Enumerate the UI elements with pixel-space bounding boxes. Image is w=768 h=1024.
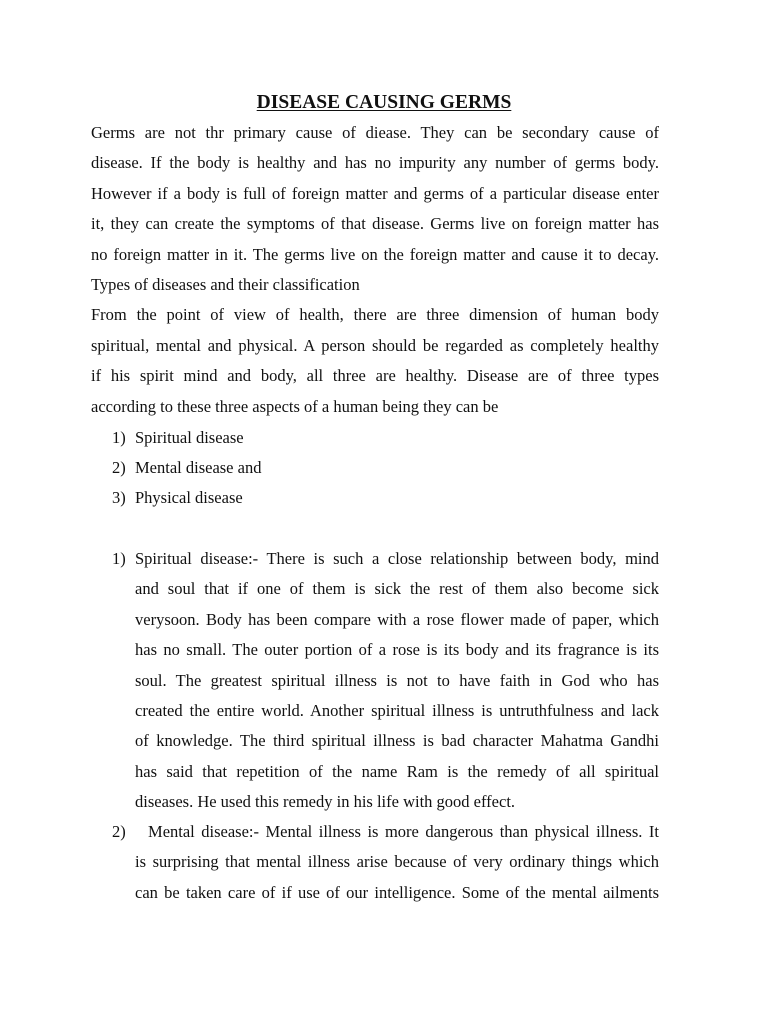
paragraph-line: Spiritual disease:- There is such a close relationship between body, mind [135, 549, 659, 568]
paragraph-line: and soul that if one of them is sick the rest of them also become sick [135, 579, 659, 599]
list-item-number: 2) [112, 458, 126, 477]
paragraph-line: verysoon. Body has been compare with a rose flower made of paper, which [135, 609, 659, 629]
paragraph-line: diseases. He used this remedy in his life with good effect. [135, 792, 516, 812]
spiritual-disease-section [112, 544, 659, 818]
intro-paragraph [91, 118, 659, 422]
paragraph-line: of knowledge. The third spiritual illness is bad character Mahatma Gandhi [135, 731, 659, 751]
intro-line: Germs are not thr primary cause of diease. They can be secondary cause of [91, 123, 659, 142]
section-subheading: Types of diseases and their classification [91, 275, 360, 295]
list-item [112, 423, 261, 453]
paragraph-line: is surprising that mental illness arise because of very ordinary things which [135, 852, 659, 872]
intro-line: no foreign matter in it. The germs live on the foreign matter and cause it to decay. [91, 244, 659, 264]
paragraph-line: has no small. The outer portion of a rose is its body and its fragrance is its [135, 640, 659, 660]
intro-line: However if a body is full of foreign matter and germs of a particular disease enter [91, 183, 659, 203]
intro-line: disease. If the body is healthy and has no impurity any number of germs body. [91, 153, 659, 173]
health-line: according to these three aspects of a human being they can be [91, 396, 499, 416]
paragraph-line: created the entire world. Another spiritual illness is untruthfulness and lack [135, 701, 659, 721]
spiritual-disease-text [135, 544, 659, 818]
paragraph-line: has said that repetition of the name Ram is the remedy of all spiritual [135, 761, 659, 781]
mental-disease-text [135, 817, 659, 908]
mental-disease-section [112, 817, 659, 908]
health-line: From the point of view of health, there are three dimension of human body [91, 305, 659, 325]
list-item-text: Spiritual disease [135, 428, 244, 447]
list-item [112, 483, 261, 513]
list-item-number: 1) [112, 549, 126, 568]
paragraph-line: can be taken care of if use of our intelligence. Some of the mental ailments [135, 882, 659, 902]
paragraph-line: Mental disease:- Mental illness is more dangerous than physical illness. It [135, 822, 659, 841]
list-item-number: 2) [112, 822, 126, 841]
list-item [112, 453, 261, 483]
list-item-number: 1) [112, 428, 126, 447]
paragraph-line: soul. The greatest spiritual illness is not to have faith in God who has [135, 670, 659, 690]
list-item-number: 3) [112, 488, 126, 507]
disease-types-list [112, 423, 261, 513]
intro-line: it, they can create the symptoms of that disease. Germs live on foreign matter has [91, 214, 659, 234]
list-item-text: Mental disease and [135, 458, 262, 477]
page-title: DISEASE CAUSING GERMS [256, 92, 512, 113]
health-line: spiritual, mental and physical. A person should be regarded as completely healthy [91, 335, 659, 355]
list-item-text: Physical disease [135, 488, 243, 507]
health-line: if his spirit mind and body, all three are healthy. Disease are of three types [91, 366, 659, 386]
